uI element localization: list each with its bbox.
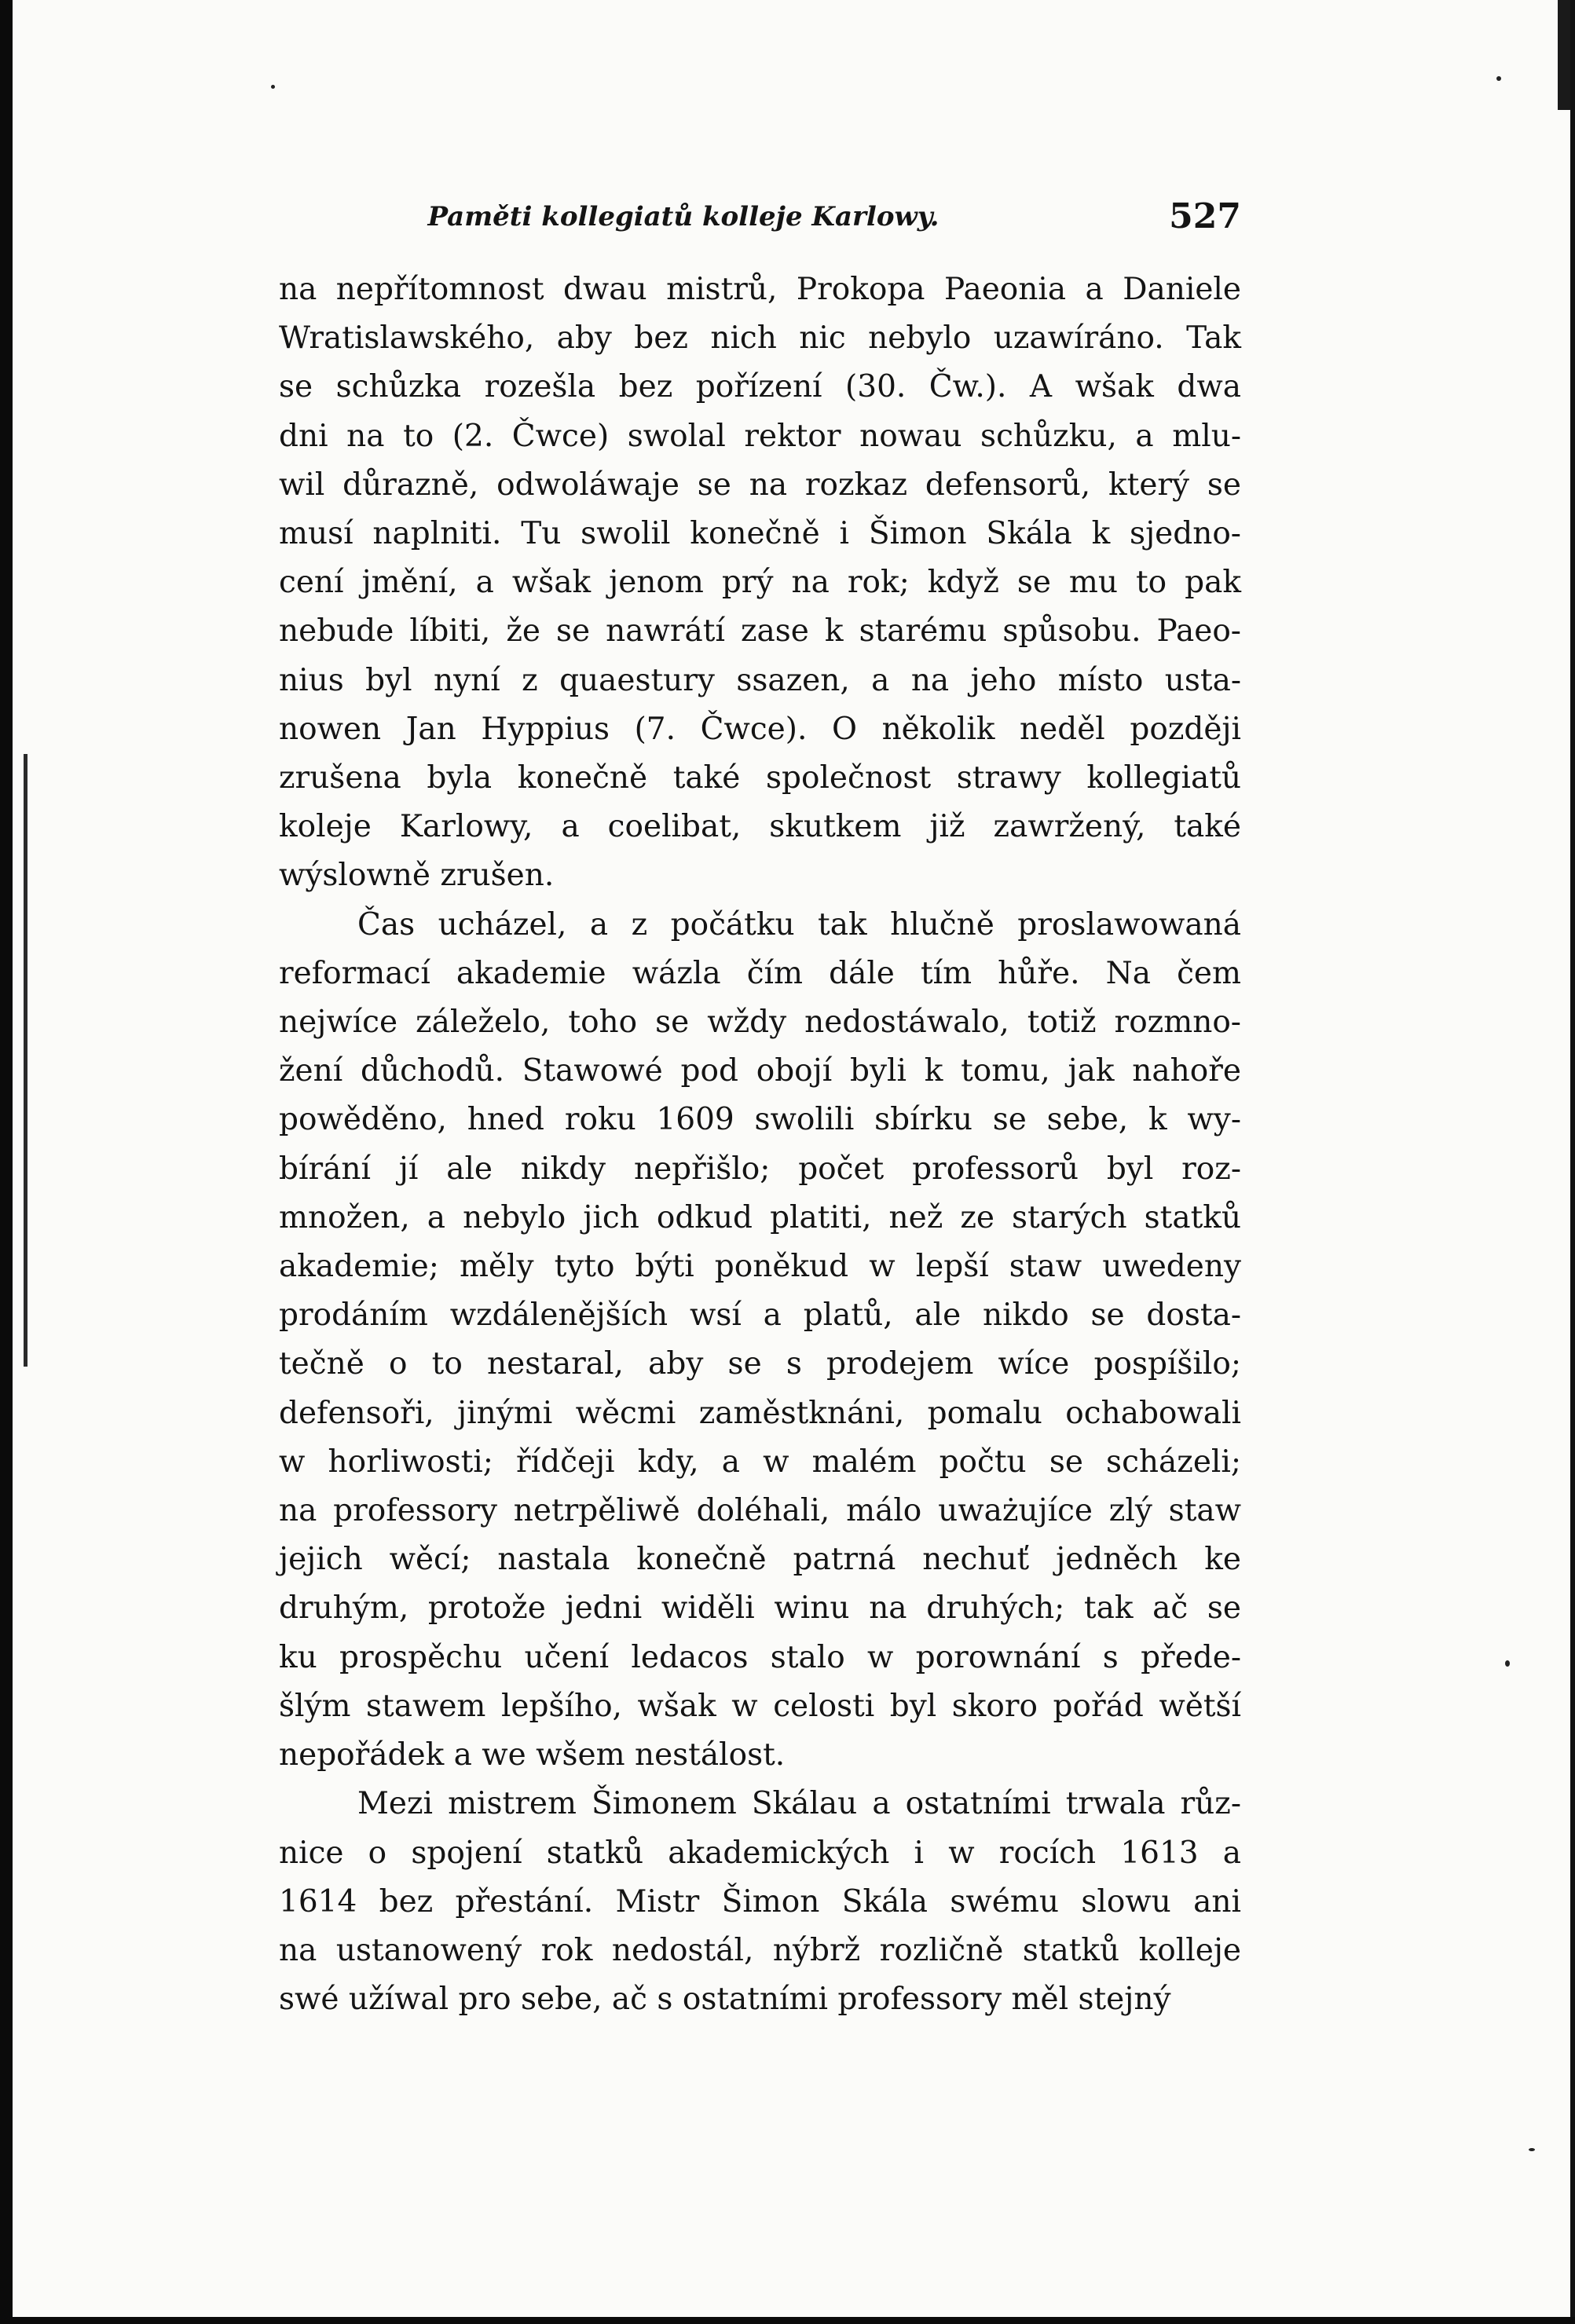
text-line: powěděno, hned roku 1609 swolili sbírku se sebe, k wy- [279,1102,1241,1138]
text-line: nice o spojení statků akademických i w rocích 1613 a [279,1835,1241,1871]
paragraph [279,265,1241,901]
text-line: na ustanowený rok nedostál, nýbrž rozličně statků kolleje [279,1932,1241,1968]
text-line: nejwíce záleželo, toho se wždy nedostáwalo, totiž rozmno- [279,1005,1241,1041]
text-line: nepořádek a we wšem nestálost. [279,1737,786,1773]
text-line: zrušena byla konečně také společnost strawy kollegiatů [279,760,1241,796]
running-title: Paměti kollegiatů kolleje Karlowy. [427,201,940,232]
scan-binding-shadow [24,754,27,1367]
scan-speck [1529,2148,1535,2151]
text-line: prodáním wzdálenějších wsí a platů, ale nikdo se dosta- [279,1297,1241,1334]
text-line: nius byl nyní z quaestury ssazen, a na jeho místo usta- [279,662,1241,698]
text-line: druhým, protože jedni widěli winu na druhých; tak ač se [279,1590,1241,1627]
scan-left-edge [0,0,13,2324]
text-line: jejich wěcí; nastala konečně patrná nechuť jedněch ke [279,1542,1241,1578]
text-line: cení jmění, a wšak jenom prý na rok; když se mu to pak [279,565,1241,601]
paragraph [279,901,1241,1781]
scan-speck [1496,76,1501,81]
scan-speck [271,85,275,89]
text-line: bírání jí ale nikdy nepřišlo; počet professorů byl roz- [279,1151,1241,1187]
text-line: koleje Karlowy, a coelibat, skutkem již zawržený, také [279,809,1241,845]
text-line: ku prospěchu učení ledacos stalo w porownání s přede- [279,1639,1241,1675]
text-line: defensoři, jinými wěcmi zaměstknáni, pomalu ochabowali [279,1395,1241,1431]
paragraph [279,1780,1241,2024]
text-line: swé užíwal pro sebe, ač s ostatními professory měl stejný [279,1982,1171,2018]
text-line: nebude líbiti, že se nawrátí zase k starému spůsobu. Paeo- [279,613,1241,650]
text-line: Čas ucházel, a z počátku tak hlučně proslawowaná [357,906,1241,942]
scan-speck [1505,1660,1510,1667]
text-line: w horliwosti; řídčeji kdy, a w malém počtu se scházeli; [279,1444,1241,1480]
text-line: wýslowně zrušen. [279,858,555,894]
text-line: musí naplniti. Tu swolil konečně i Šimon Skála k sjedno- [279,516,1241,552]
text-line: žení důchodů. Stawowé pod obojí byli k tomu, jak nahoře [279,1053,1241,1089]
page-header [279,196,1241,251]
scan-bottom-edge [0,2317,1575,2324]
page-number: 527 [1169,196,1241,236]
body-text [279,265,1241,2024]
text-line: množen, a nebylo jich odkud platiti, než ze starých statků [279,1199,1241,1235]
text-line: se schůzka rozešla bez pořízení (30. Čw.). A wšak dwa [279,369,1241,405]
text-line: na professory netrpěliwě doléhali, málo uważujíce zlý staw [279,1493,1241,1529]
text-line: wil důrazně, odwoláwaje se na rozkaz defensorů, který se [279,467,1241,503]
text-line: dni na to (2. Čwce) swolal rektor nowau schůzku, a mlu- [279,418,1241,454]
text-line: reformací akademie wázla čím dále tím hůře. Na čem [279,955,1241,991]
text-line: na nepřítomnost dwau mistrů, Prokopa Paeonia a Daniele [279,272,1241,307]
text-line: akademie; měly tyto býti poněkud w lepší staw uwedeny [279,1249,1241,1285]
text-line: Wratislawského, aby bez nich nic nebylo uzawíráno. Tak [279,320,1241,357]
text-line: 1614 bez přestání. Mistr Šimon Skála swému slowu ani [279,1883,1241,1920]
text-line: šlým stawem lepšího, wšak w celosti byl skoro pořád wětší [279,1688,1241,1724]
scan-right-corner [1558,0,1570,110]
text-line: Mezi mistrem Šimonem Skálau a ostatními trwala růz- [357,1786,1241,1822]
scan-right-edge [1570,0,1575,2324]
text-line: nowen Jan Hyppius (7. Čwce). O několik neděl později [279,711,1241,747]
text-line: tečně o to nestaral, aby se s prodejem wíce pospíšilo; [279,1346,1241,1382]
